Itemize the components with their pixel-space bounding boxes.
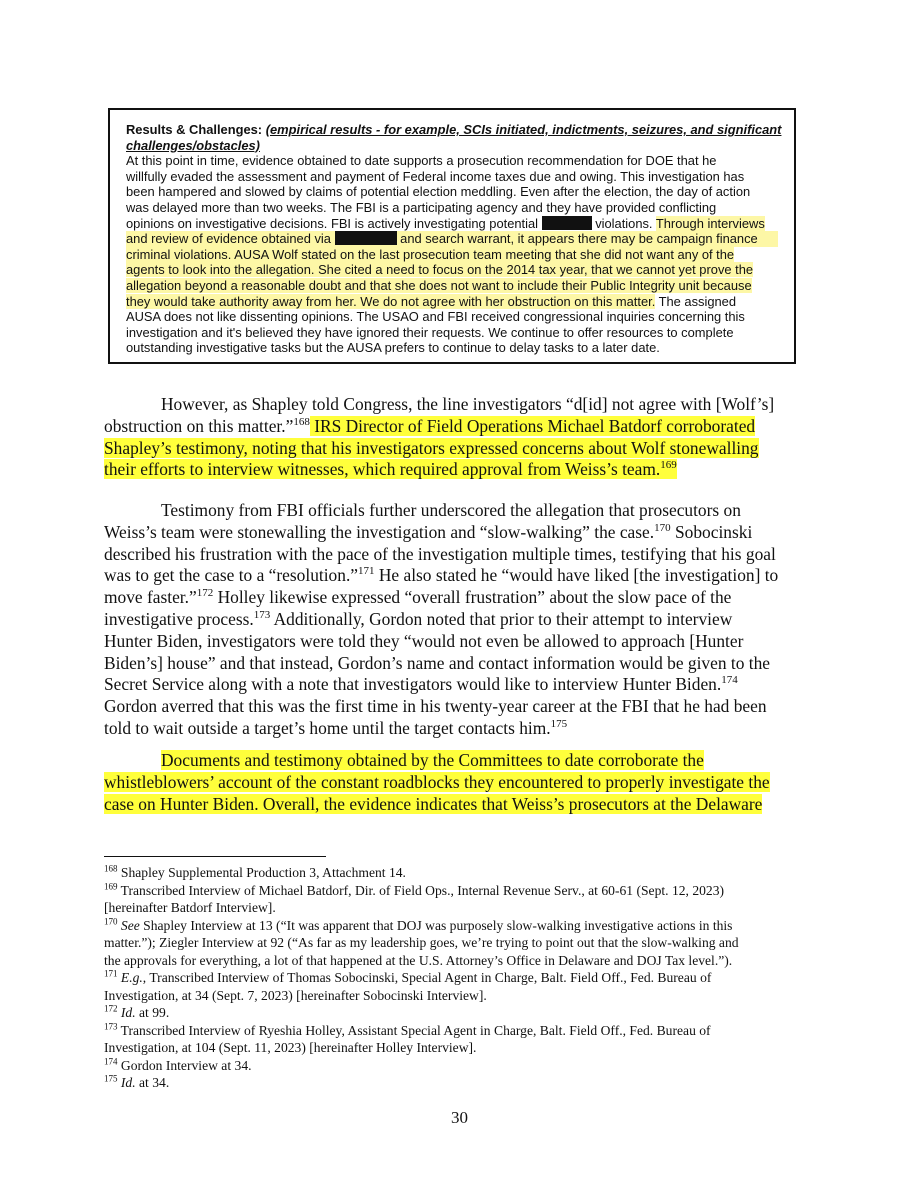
exhibit-line: been hampered and slowed by claims of potential election meddling. Even after the election, the day of action [126, 184, 751, 200]
footnote-signal: E.g. [117, 970, 143, 985]
footnotes [104, 864, 824, 1092]
body-line: Gordon averred that this was the first time in his twenty-year career at the FBI that he had been [104, 696, 767, 717]
footnote-text: at 99. [135, 1005, 170, 1020]
body-text: He also stated he “would have liked [the investigation] to [374, 565, 779, 586]
footnote-number: 168 [104, 863, 118, 874]
footnote-number: 175 [104, 1073, 118, 1084]
body-line [104, 522, 824, 544]
footnote-text: matter.”); Ziegler Interview at 92 (“As far as my leadership goes, we’re trying to point out that the slow-walking and [104, 935, 739, 950]
body-line [104, 565, 824, 587]
footnote-number: 169 [104, 880, 118, 891]
body-text: investigative process. [104, 608, 254, 629]
exhibit-line: willfully evaded the assessment and payment of Federal income taxes due and owing. This investigation has [126, 168, 745, 184]
footnote-ref[interactable]: 175 [550, 718, 568, 731]
exhibit-highlight: Through interviews [655, 215, 765, 231]
paragraph-shapley [104, 394, 824, 481]
exhibit-line [126, 294, 778, 310]
footnote-ref[interactable]: 169 [660, 459, 677, 472]
redaction-box [542, 216, 592, 230]
exhibit-text: and search warrant, it appears there may be campaign finance [396, 231, 758, 247]
body-line: described his frustration with the pace of the investigation multiple times, testifying that his goal [104, 543, 776, 564]
footnote-ref[interactable]: 172 [196, 587, 214, 600]
paragraph-conclusion [104, 750, 824, 815]
exhibit-line: investigation and it's believed they have ignored their requests. We continue to offer resources to complete [126, 324, 734, 340]
footnote-signal: Id. [117, 1075, 136, 1090]
footnote-number: 173 [104, 1020, 118, 1031]
footnote-171 [104, 969, 824, 987]
footnote-ref[interactable]: 168 [293, 416, 310, 428]
exhibit-text: and review of evidence obtained via [126, 231, 331, 247]
footnote-169 [104, 882, 824, 900]
highlighted-text: whistleblowers’ account of the constant roadblocks they encountered to properly investigate the [104, 771, 770, 792]
body-text: obstruction on this matter.” [104, 415, 294, 436]
footnote-text: Gordon Interview at 34. [117, 1057, 252, 1073]
exhibit-line [126, 231, 778, 247]
body-text: move faster.” [104, 587, 197, 608]
exhibit-title: Results & Challenges: [126, 122, 263, 137]
footnote-text: at 34. [135, 1075, 170, 1090]
footnote-text: the approvals for everything, a lot of that happened at the U.S. Attorney’s Office in Delaware and DOJ Tax level.”). [104, 952, 733, 968]
body-line: Biden’s] house” and that instead, Gordon’s name and contact information would be given to the [104, 652, 770, 673]
body-line [104, 718, 824, 740]
footnote-174 [104, 1057, 824, 1075]
highlighted-text: their efforts to interview witnesses, which required approval from Weiss’s team. [104, 459, 661, 480]
body-line: Testimony from FBI officials further underscored the allegation that prosecutors on [161, 500, 741, 520]
footnote-text: , Transcribed Interview of Thomas Sobocinski, Special Agent in Charge, Balt. Field Off., Fed. Bureau of [142, 970, 712, 985]
exhibit-subtitle-line [126, 138, 778, 154]
exhibit-line: At this point in time, evidence obtained to date supports a prosecution recommendation for DOE that he [126, 153, 717, 169]
footnote-170 [104, 917, 824, 935]
footnote-ref[interactable]: 174 [721, 674, 738, 687]
exhibit-line [126, 216, 778, 232]
highlighted-text: case on Hunter Biden. Overall, the evidence indicates that Weiss’s prosecutors at the Delaware [104, 793, 763, 814]
body-line [104, 416, 824, 438]
footnote-ref[interactable]: 171 [358, 565, 375, 578]
footnote-number: 172 [104, 1003, 118, 1014]
exhibit-highlight: agents to look into the allegation. She cited a need to focus on the 2014 tax year, that we cannot yet prove the [126, 262, 754, 278]
footnote-text: [hereinafter Batdorf Interview]. [104, 900, 276, 915]
exhibit-line: outstanding investigative tasks but the AUSA prefers to continue to delay tasks to a later date. [126, 340, 660, 356]
footnote-number: 171 [104, 968, 118, 979]
footnote-172 [104, 1004, 824, 1022]
footnote-number: 174 [104, 1055, 118, 1066]
exhibit-header [126, 122, 782, 138]
body-line [104, 609, 824, 631]
footnote-text: Investigation, at 104 (Sept. 11, 2023) [hereinafter Holley Interview]. [104, 1040, 477, 1055]
footnote-signal: See [117, 917, 140, 933]
highlighted-text [104, 459, 677, 479]
highlighted-text: IRS Director of Field Operations Michael Batdorf corroborated [309, 415, 756, 436]
exhibit-line: AUSA does not like dissenting opinions. The USAO and FBI received congressional inquiries concerning this [126, 309, 745, 325]
page-number: 30 [451, 1108, 468, 1127]
highlighted-text: Documents and testimony obtained by the Committees to date corroborate the [161, 750, 704, 770]
exhibit-text: violations. [591, 215, 656, 231]
footnote-175 [104, 1074, 824, 1092]
body-line [104, 674, 824, 696]
exhibit-highlight: criminal violations. AUSA Wolf stated on the last prosecution team meeting that she did not want any of the [126, 246, 735, 262]
footnote-signal: Id. [117, 1005, 136, 1020]
footnote-ref[interactable]: 170 [654, 522, 671, 534]
footnote-text: Transcribed Interview of Michael Batdorf, Dir. of Field Ops., Internal Revenue Serv., at 60-61 (Sept. 12, 2023) [117, 882, 725, 898]
body-line: Hunter Biden, investigators were told they “would not even be allowed to approach [Hunter [104, 630, 744, 651]
highlighted-text: Shapley’s testimony, noting that his investigators expressed concerns about Wolf stonewalling [104, 437, 759, 458]
exhibit-highlight: they would take authority away from her. We do not agree with her obstruction on this matter. [126, 293, 656, 309]
body-text: was to get the case to a “resolution.” [104, 565, 359, 586]
body-text: Holley likewise expressed “overall frustration” about the slow pace of the [213, 587, 732, 608]
exhibit-text: The assigned [655, 293, 737, 309]
exhibit-subtitle: (empirical results - for example, SCIs initiated, indictments, seizures, and significant [265, 122, 782, 137]
footnote-text: Shapley Supplemental Production 3, Attachment 14. [117, 865, 406, 880]
exhibit-subtitle-cont: challenges/obstacles) [126, 137, 260, 153]
redaction-box [335, 231, 397, 245]
footnote-168 [104, 864, 824, 882]
exhibit-line: was delayed more than two weeks. The FBI is a participating agency and they have provided conflicting [126, 199, 717, 215]
body-line [104, 587, 824, 609]
footnote-ref[interactable]: 173 [253, 609, 271, 622]
footnote-text: Shapley Interview at 13 (“It was apparent that DOJ was purposely slow-walking investigative actions in this [139, 917, 733, 933]
body-text: Secret Service along with a note that investigators would like to interview Hunter Biden. [104, 674, 722, 695]
footnote-text: Investigation, at 34 (Sept. 7, 2023) [hereinafter Sobocinski Interview]. [104, 987, 487, 1003]
exhibit-text: opinions on investigative decisions. FBI is actively investigating potential [126, 215, 539, 231]
body-line: However, as Shapley told Congress, the line investigators “d[id] not agree with [Wolf’s] [161, 394, 775, 414]
body-text: told to wait outside a target’s home until the target contacts him. [104, 717, 551, 738]
footnote-173 [104, 1022, 824, 1040]
exhibit-highlight: allegation beyond a reasonable doubt and that she does not want to include their Public Integrity unit because [126, 277, 752, 293]
footnote-separator [104, 856, 326, 857]
body-text: Sobocinski [670, 521, 753, 542]
body-text: Additionally, Gordon noted that prior to their attempt to interview [270, 608, 733, 629]
body-text: Weiss’s team were stonewalling the investigation and “slow-walking” the case. [104, 521, 655, 542]
footnote-text: Transcribed Interview of Ryeshia Holley, Assistant Special Agent in Charge, Balt. Field Off., Fed. Bureau of [117, 1022, 711, 1038]
paragraph-fbi-testimony [104, 500, 824, 740]
results-challenges-exhibit [108, 108, 796, 364]
footnote-number: 170 [104, 915, 118, 926]
